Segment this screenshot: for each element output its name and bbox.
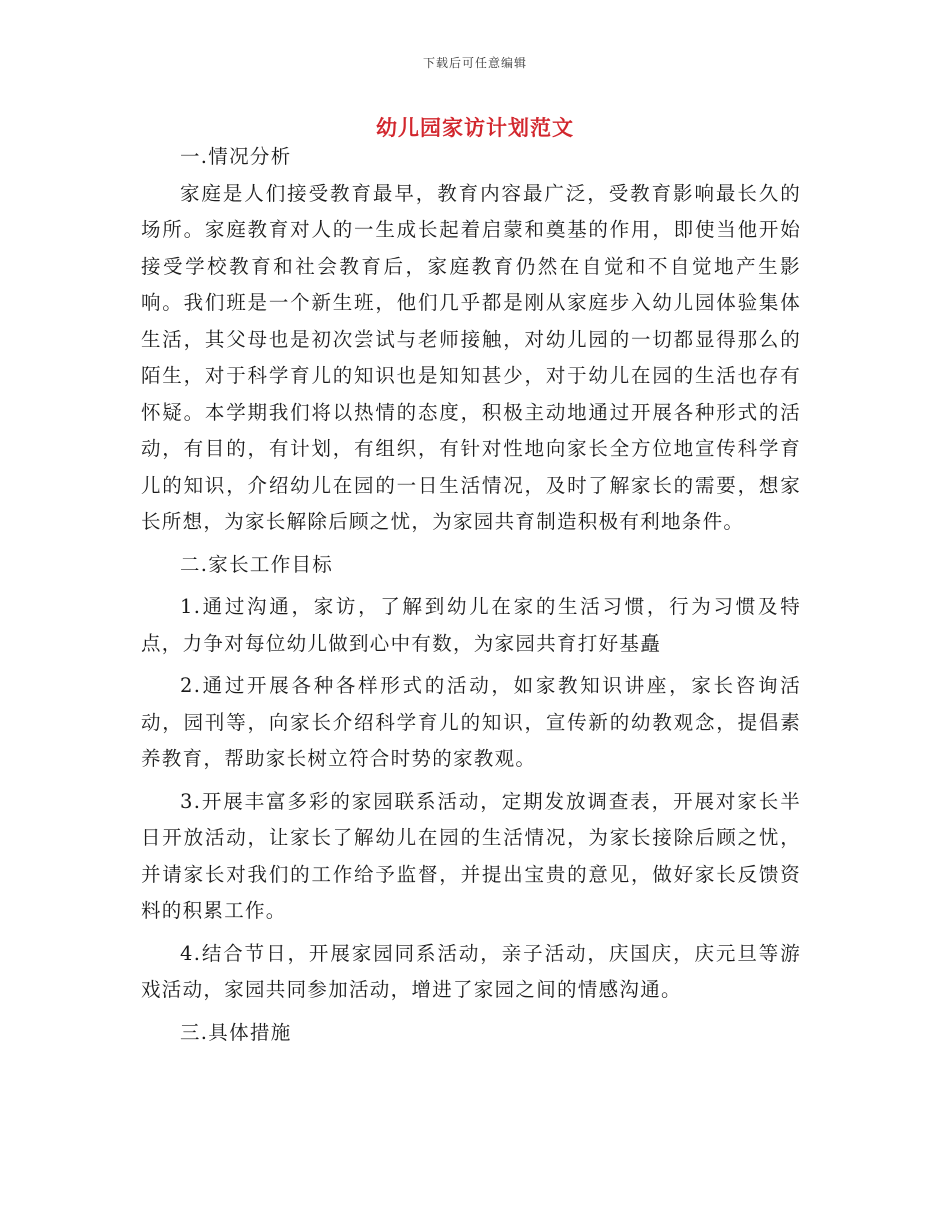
document-title: 幼儿园家访计划范文 [376, 115, 574, 140]
paragraph-analysis: 家庭是人们接受教育最早，教育内容最广泛，受教育影响最长久的场所。家庭教育对人的一生成长起着启蒙和奠基的作用，即使当他开始接受学校教育和社会教育后，家庭教育仍然在自觉和不自觉地产生影响。我们班是一个新生班，他们几乎都是刚从家庭步入幼儿园体验集体生活，其父母也是初次尝试与老师接触，对幼儿园的一切都显得那么的陌生，对于科学育儿的知识也是知知甚少，对于幼儿在园的生活也存有怀疑。本学期我们将以热情的态度，积极主动地通过开展各种形式的活动，有目的，有计划，有组织，有针对性地向家长全方位地宣传科学育儿的知识，介绍幼儿在园的一日生活情况，及时了解家长的需要，想家长所想，为家长解除后顾之忧，为家园共育制造积极有利地条件。 [141, 181, 801, 533]
header-note: 下载后可任意编辑 [422, 56, 527, 70]
goal-item-1: 1.通过沟通，家访，了解到幼儿在家的生活习惯，行为习惯及特点，力争对每位幼儿做到心中有数，为家园共育打好基矗 [141, 595, 801, 655]
goal-item-3: 3.开展丰富多彩的家园联系活动，定期发放调查表，开展对家长半日开放活动，让家长了解幼儿在园的生活情况，为家长接除后顾之忧，并请家长对我们的工作给予监督，并提出宝贵的意见，做好家长反馈资料的积累工作。 [141, 789, 801, 922]
section-heading-measures: 三.具体措施 [180, 1020, 292, 1044]
section-heading-analysis: 一.情况分析 [180, 145, 292, 168]
document-body [141, 139, 801, 1051]
goal-item-4: 4.结合节日，开展家园同系活动，亲子活动，庆国庆，庆元旦等游戏活动，家园共同参加活动，增进了家园之间的情感沟通。 [141, 941, 801, 1001]
goal-item-2: 2.通过开展各种各样形式的活动，如家教知识讲座，家长咨询活动，园刊等，向家长介绍科学育儿的知识，宣传新的幼教观念，提倡素养教育，帮助家长树立符合时势的家教观。 [141, 674, 801, 770]
section-heading-goals: 二.家长工作目标 [180, 552, 334, 576]
